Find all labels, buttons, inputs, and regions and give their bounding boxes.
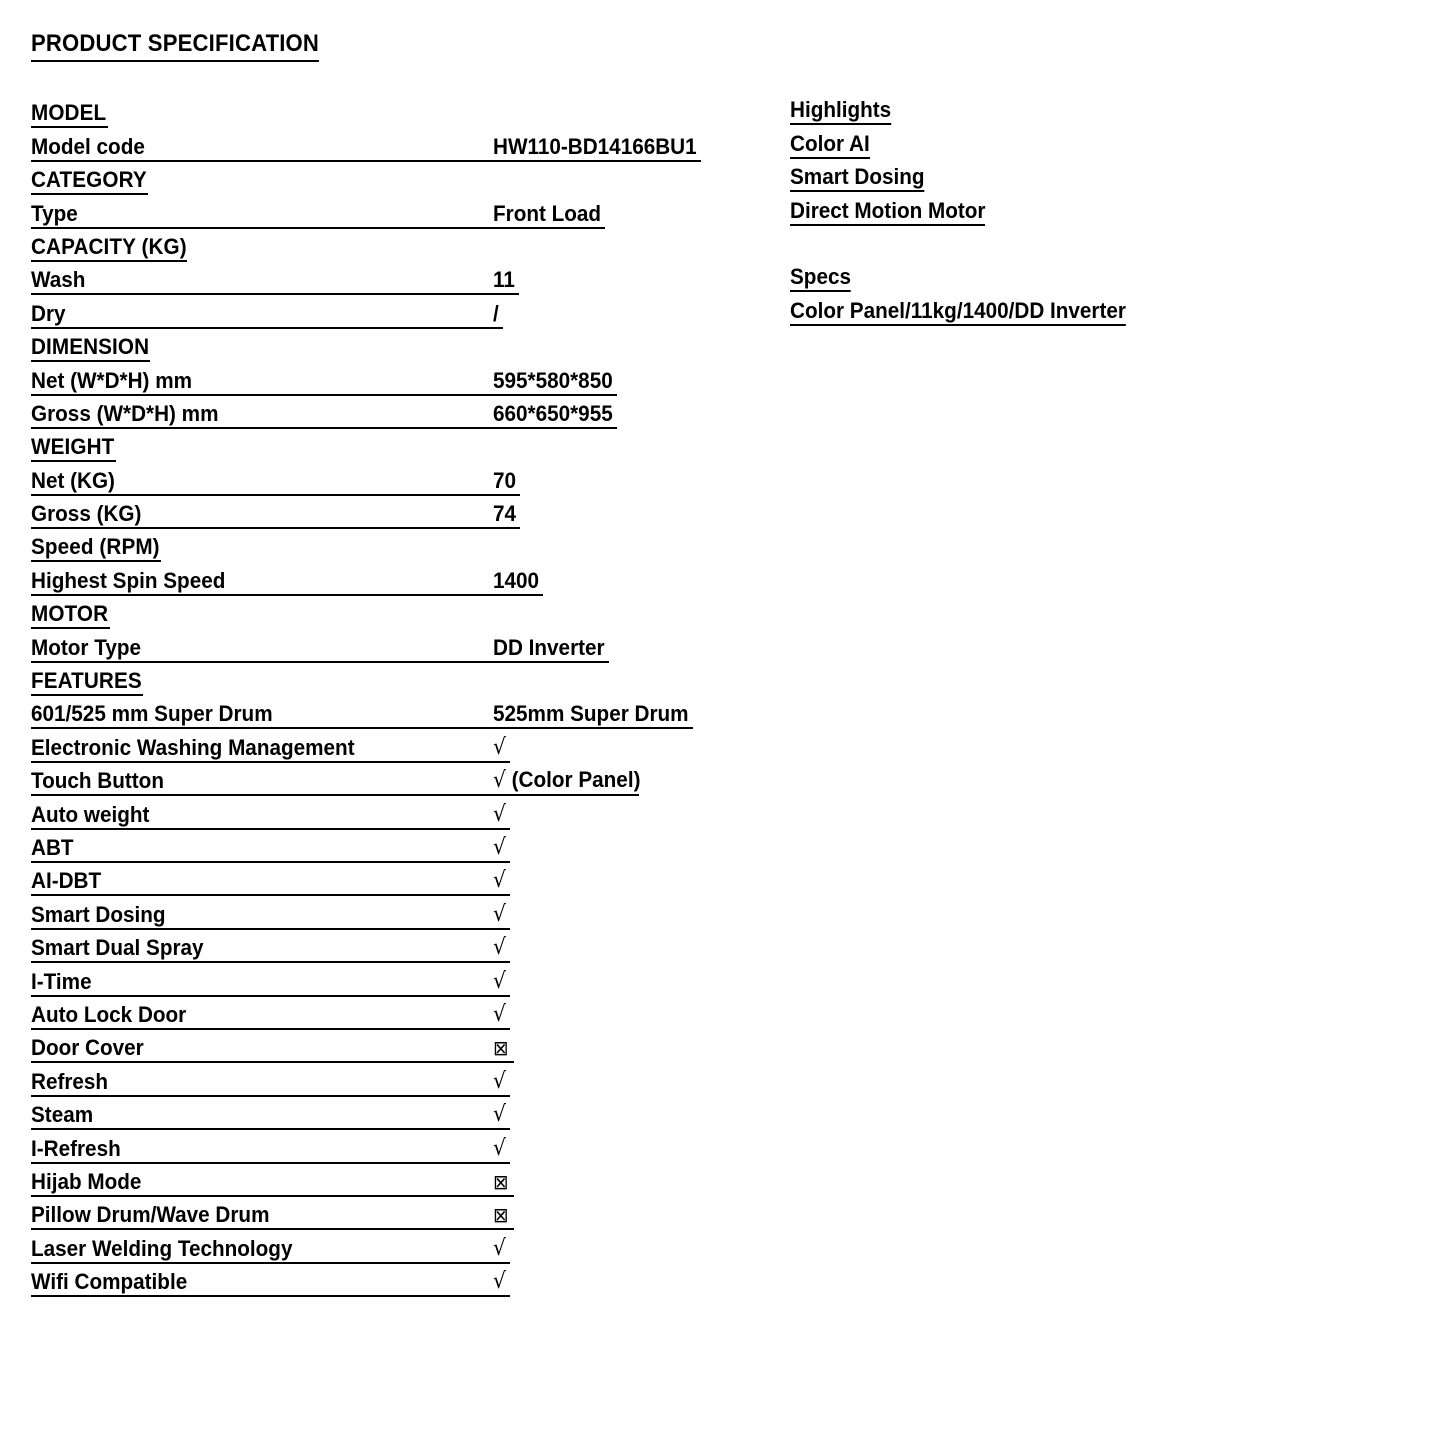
spec-section-heading	[31, 431, 731, 464]
spec-row-label: Door Cover	[31, 1035, 144, 1061]
spec-row-label: Highest Spin Speed	[31, 567, 226, 593]
spec-row	[31, 264, 731, 297]
row-underline	[31, 894, 510, 896]
spec-row	[31, 932, 731, 965]
spec-row	[31, 1199, 731, 1232]
spec-row-label: ABT	[31, 834, 74, 860]
spec-section-heading	[31, 231, 731, 264]
specification-table	[31, 97, 731, 1299]
spec-value-text: /	[493, 300, 499, 326]
row-underline	[31, 995, 510, 997]
spec-row-label: Hijab Mode	[31, 1168, 142, 1194]
spec-row-value	[493, 1203, 508, 1227]
row-underline	[31, 1128, 510, 1130]
spec-row-value	[493, 369, 613, 393]
check-icon: √	[493, 901, 506, 927]
check-icon: √	[493, 734, 506, 760]
spec-value-text: 660*650*955	[493, 400, 613, 426]
row-underline	[31, 594, 543, 596]
highlights-heading-row	[790, 264, 1350, 297]
spec-row-label: Gross (W*D*H) mm	[31, 400, 219, 426]
check-icon: √	[493, 1135, 506, 1161]
check-icon: √	[493, 834, 506, 860]
spec-row-value	[493, 1102, 506, 1127]
spec-row-label: Laser Welding Technology	[31, 1235, 293, 1261]
spec-row-label: Net (KG)	[31, 467, 115, 493]
row-underline	[31, 427, 617, 429]
spec-row-value	[493, 636, 605, 660]
spec-section-heading	[31, 164, 731, 197]
spec-row-label: Smart Dosing	[31, 901, 166, 927]
row-underline	[31, 527, 520, 529]
row-underline	[31, 160, 701, 162]
spec-value-suffix: (Color Panel)	[505, 767, 641, 793]
spec-row	[31, 564, 731, 597]
spec-row-value	[493, 835, 506, 860]
check-icon: √	[493, 1068, 506, 1094]
spec-row-label: CAPACITY (KG)	[31, 233, 187, 259]
spec-section-heading	[31, 97, 731, 130]
spec-value-text: 11	[493, 267, 515, 293]
spec-row	[31, 999, 731, 1032]
spec-row-label: 601/525 mm Super Drum	[31, 701, 273, 727]
check-icon: √	[493, 1235, 506, 1261]
spec-section-heading	[31, 665, 731, 698]
check-icon: √	[493, 1001, 506, 1027]
highlights-item-row	[790, 164, 1350, 197]
spec-row-value	[493, 1069, 506, 1094]
spec-row	[31, 698, 731, 731]
spec-row-value	[493, 969, 506, 994]
spec-row-value	[493, 1170, 508, 1194]
spec-row-value	[493, 902, 506, 927]
spec-section-heading	[31, 598, 731, 631]
spec-row	[31, 898, 731, 931]
cross-box-icon: ⊠	[493, 1036, 509, 1061]
spec-row-value	[493, 1136, 506, 1161]
row-underline	[31, 227, 605, 229]
highlights-item: Color AI	[790, 132, 870, 159]
check-icon: √	[493, 968, 506, 994]
check-icon: √	[493, 935, 506, 961]
page-title	[31, 30, 319, 62]
row-underline	[31, 761, 510, 763]
spec-row	[31, 364, 731, 397]
spec-row-label: Wifi Compatible	[31, 1269, 188, 1295]
spec-row-label: DIMENSION	[31, 334, 150, 360]
spec-row-label: I-Refresh	[31, 1135, 121, 1161]
spec-row-value	[493, 1002, 506, 1027]
spec-row-label: MODEL	[31, 100, 107, 126]
spec-row-value	[493, 469, 516, 493]
row-underline	[31, 928, 510, 930]
spec-row-label: Gross (KG)	[31, 501, 142, 527]
spec-row	[31, 1232, 731, 1265]
highlights-heading-row	[790, 97, 1350, 130]
spec-row-label: Steam	[31, 1102, 94, 1128]
spec-row	[31, 464, 731, 497]
row-underline	[31, 1028, 510, 1030]
row-underline	[31, 1228, 514, 1230]
spec-row-label: Auto Lock Door	[31, 1001, 187, 1027]
highlights-item-row	[790, 130, 1350, 163]
spec-row-value	[493, 502, 516, 526]
check-icon: √	[493, 868, 506, 894]
row-underline	[31, 260, 187, 262]
row-underline	[31, 394, 617, 396]
spec-row	[31, 832, 731, 865]
spec-row-label: Type	[31, 200, 78, 226]
spec-row-value	[493, 1236, 506, 1261]
spec-row	[31, 1032, 731, 1065]
row-underline	[31, 661, 609, 663]
spec-row-value	[493, 1036, 508, 1060]
spec-row-value	[493, 135, 697, 159]
spec-section-heading	[31, 331, 731, 364]
spec-row-value	[493, 268, 515, 292]
spec-row	[31, 297, 731, 330]
row-underline	[31, 828, 510, 830]
highlights-item-row	[790, 297, 1350, 330]
page-title-text: PRODUCT SPECIFICATION	[31, 30, 319, 62]
spec-row-label: Speed (RPM)	[31, 534, 160, 560]
spec-row	[31, 498, 731, 531]
spec-row-value	[493, 935, 506, 960]
spec-row	[31, 197, 731, 230]
spec-row-label: Electronic Washing Management	[31, 734, 355, 760]
spec-row	[31, 1065, 731, 1098]
spec-value-text: HW110-BD14166BU1	[493, 133, 697, 159]
spec-row-value	[493, 302, 499, 326]
row-underline	[31, 1195, 514, 1197]
spec-row-label: Net (W*D*H) mm	[31, 367, 193, 393]
spec-value-text: Front Load	[493, 200, 602, 226]
row-underline	[31, 694, 143, 696]
spec-row	[31, 865, 731, 898]
spec-row-label: AI-DBT	[31, 868, 102, 894]
check-icon: √	[493, 1269, 506, 1295]
highlights-heading: Highlights	[790, 98, 891, 125]
spec-row	[31, 1099, 731, 1132]
spec-row-label: Wash	[31, 267, 86, 293]
spec-row-label: MOTOR	[31, 601, 109, 627]
row-underline	[31, 727, 693, 729]
spec-row	[31, 1132, 731, 1165]
row-underline	[31, 1162, 510, 1164]
spec-row-value	[493, 735, 506, 760]
spec-row-label: I-Time	[31, 968, 92, 994]
row-underline	[31, 1095, 510, 1097]
row-underline	[31, 627, 110, 629]
row-underline	[31, 794, 639, 796]
highlights-item-row	[790, 197, 1350, 230]
highlights-item: Color Panel/11kg/1400/DD Inverter	[790, 299, 1126, 326]
check-icon: √	[493, 1102, 506, 1128]
row-underline	[31, 126, 108, 128]
spec-row-value	[493, 569, 539, 593]
spec-row	[31, 398, 731, 431]
spec-row-value	[493, 1269, 506, 1294]
spec-value-text: 595*580*850	[493, 367, 613, 393]
spec-row-label: Refresh	[31, 1068, 109, 1094]
spec-row	[31, 1166, 731, 1199]
spec-value-text: 1400	[493, 567, 540, 593]
row-underline	[31, 327, 503, 329]
row-underline	[31, 560, 161, 562]
spec-row-value	[493, 202, 601, 226]
spec-row-value	[493, 802, 506, 827]
highlights-item: Smart Dosing	[790, 165, 925, 192]
spec-row-label: Model code	[31, 133, 145, 159]
row-underline	[31, 293, 519, 295]
highlights-heading: Specs	[790, 265, 851, 292]
row-underline	[31, 460, 116, 462]
spec-row-label: Pillow Drum/Wave Drum	[31, 1202, 270, 1228]
spec-row-label: Dry	[31, 300, 66, 326]
row-underline	[31, 861, 510, 863]
row-underline	[31, 1295, 510, 1297]
spec-row	[31, 130, 731, 163]
cross-box-icon: ⊠	[493, 1203, 509, 1228]
spec-row	[31, 765, 731, 798]
check-icon: √	[493, 768, 506, 794]
spec-value-text: 74	[493, 501, 517, 527]
spec-value-text: DD Inverter	[493, 634, 605, 660]
spec-row-label: Auto weight	[31, 801, 150, 827]
spec-row-label: Touch Button	[31, 768, 164, 794]
spec-value-text: 525mm Super Drum	[493, 701, 689, 727]
spec-row-value	[493, 702, 689, 726]
spec-row-value	[493, 402, 613, 426]
spec-value-text: 70	[493, 467, 517, 493]
spec-row	[31, 1266, 731, 1299]
spec-row-label: Motor Type	[31, 634, 142, 660]
highlights-spacer	[790, 231, 1350, 264]
row-underline	[31, 494, 520, 496]
row-underline	[31, 1262, 510, 1264]
highlights-column	[790, 97, 1350, 331]
spec-row	[31, 965, 731, 998]
row-underline	[31, 961, 510, 963]
spec-row	[31, 798, 731, 831]
spec-row	[31, 731, 731, 764]
spec-row-label: CATEGORY	[31, 167, 147, 193]
spec-row-label: FEATURES	[31, 668, 142, 694]
row-underline	[31, 1061, 514, 1063]
row-underline	[31, 360, 150, 362]
spec-section-heading	[31, 531, 731, 564]
spec-row-value	[493, 768, 640, 793]
cross-box-icon: ⊠	[493, 1169, 509, 1194]
row-underline	[31, 193, 148, 195]
spec-row-label: Smart Dual Spray	[31, 935, 204, 961]
spec-row-label: WEIGHT	[31, 434, 115, 460]
spec-row-value	[493, 868, 506, 893]
highlights-item: Direct Motion Motor	[790, 199, 985, 226]
spec-row	[31, 631, 731, 664]
check-icon: √	[493, 801, 506, 827]
